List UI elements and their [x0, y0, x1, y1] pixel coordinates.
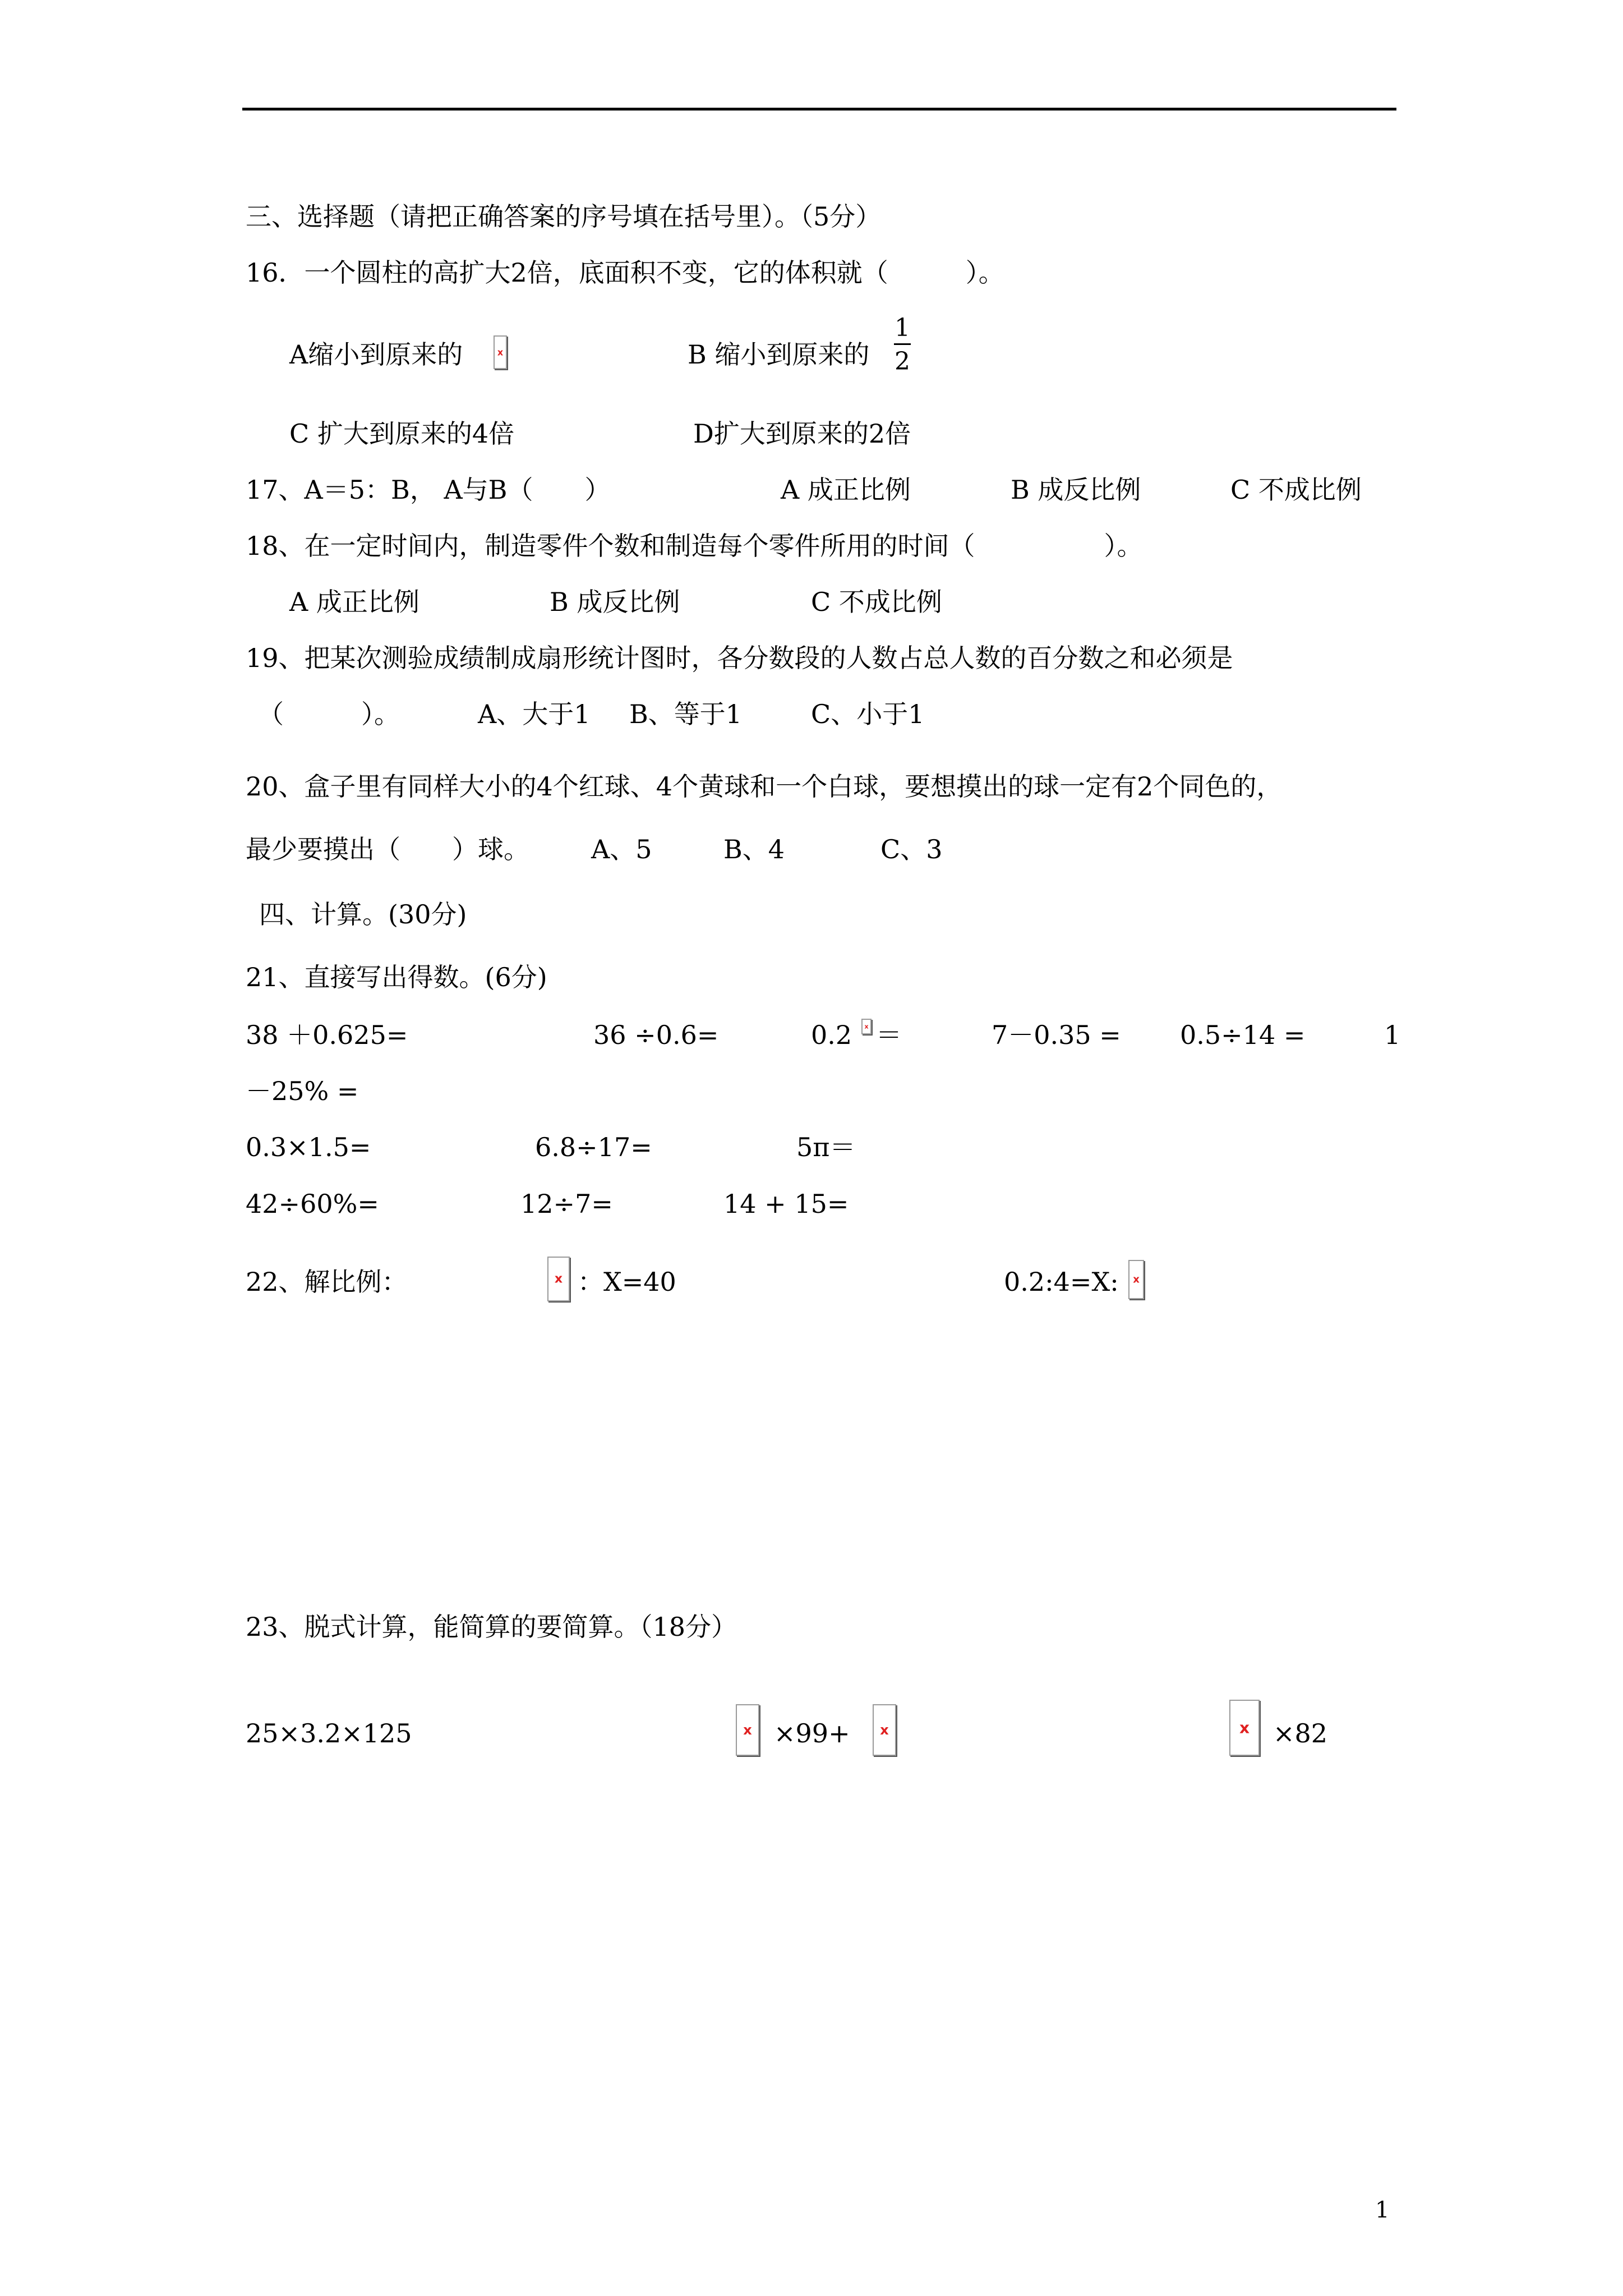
q21-item-7: 0.3×1.5= — [246, 1132, 371, 1162]
broken-image-icon: x — [861, 1019, 872, 1034]
q20-line2: 最少要摸出（ ）球。 — [246, 834, 529, 864]
q21-item-9: 5π＝ — [796, 1132, 856, 1162]
q17-option-b: B 成反比例 — [1011, 475, 1141, 505]
q21-item-10: 42÷60%= — [246, 1189, 379, 1219]
q21-item-5: 0.5÷14 = — [1180, 1020, 1306, 1050]
q17-option-c: C 不成比例 — [1230, 475, 1362, 505]
q23-title: 23、脱式计算，能简算的要简算。（18分） — [246, 1612, 737, 1642]
q23-expression-3: ×82 — [1273, 1718, 1328, 1749]
section-4-heading: 四、计算。(30分) — [259, 899, 467, 930]
q20-option-a: A、5 — [591, 834, 652, 864]
q20-option-b: B、4 — [723, 834, 785, 864]
q19-option-a: A、大于1 — [478, 699, 591, 729]
q19-option-c: C、小于1 — [811, 699, 925, 729]
broken-image-icon: x — [547, 1257, 570, 1301]
broken-image-icon: x — [1128, 1260, 1144, 1299]
q21-item-1: 38 ＋0.625= — [246, 1020, 408, 1050]
q21-item-4: 7－0.35 = — [992, 1020, 1121, 1050]
q21-item-3-equals: ＝ — [876, 1020, 902, 1050]
q21-item-11: 12÷7= — [520, 1189, 613, 1219]
q21-item-2: 36 ÷0.6= — [593, 1020, 719, 1050]
q21-item-6-end: －25% = — [246, 1076, 359, 1106]
q21-item-8: 6.8÷17= — [535, 1132, 652, 1162]
broken-image-icon: x — [736, 1704, 759, 1756]
q18-option-a: A 成正比例 — [289, 587, 419, 617]
q21-item-3: 0.2 — [811, 1020, 852, 1050]
q21-title: 21、直接写出得数。(6分) — [246, 962, 547, 992]
broken-image-icon: x — [873, 1704, 896, 1756]
q17-stem: 17、A＝5：B， A与B（ ） — [246, 475, 611, 505]
broken-image-icon: x — [494, 335, 507, 369]
q22-equation-1: ：X=40 — [578, 1267, 676, 1297]
q21-item-6-start: 1 — [1384, 1020, 1401, 1050]
header-rule — [242, 108, 1396, 111]
fraction-one-half — [893, 314, 912, 376]
q16-option-b: B 缩小到原来的 — [688, 339, 870, 370]
q23-expression-2: ×99+ — [774, 1718, 850, 1749]
q20-option-c: C、3 — [880, 834, 943, 864]
q19-option-b: B、等于1 — [629, 699, 743, 729]
q16-option-c: C 扩大到原来的4倍 — [289, 418, 515, 449]
q18-stem: 18、在一定时间内，制造零件个数和制造每个零件所用的时间（ ）。 — [246, 531, 1143, 561]
fraction-bar — [894, 343, 911, 345]
q16-option-d: D扩大到原来的2倍 — [693, 418, 911, 449]
fraction-denominator: 2 — [895, 347, 910, 376]
q19-blank: （ ）。 — [258, 699, 400, 729]
q19-stem: 19、把某次测验成绩制成扇形统计图时，各分数段的人数占总人数的百分数之和必须是 — [246, 643, 1233, 673]
q16-option-a: A缩小到原来的 — [289, 339, 463, 370]
q21-item-12: 14 + 15= — [723, 1189, 849, 1219]
q22-title: 22、解比例： — [246, 1267, 408, 1297]
page-number: 1 — [1375, 2197, 1390, 2223]
q18-option-b: B 成反比例 — [550, 587, 680, 617]
q16-stem: 16．一个圆柱的高扩大2倍，底面积不变，它的体积就（ ）。 — [246, 257, 1004, 288]
q23-expression-1: 25×3.2×125 — [246, 1718, 412, 1749]
q22-equation-2: 0.2:4=X: — [1004, 1267, 1119, 1297]
q20-stem: 20、盒子里有同样大小的4个红球、4个黄球和一个白球，要想摸出的球一定有2个同色的， — [246, 771, 1283, 802]
fraction-numerator: 1 — [895, 314, 910, 342]
q18-option-c: C 不成比例 — [811, 587, 942, 617]
broken-image-icon: x — [1229, 1700, 1260, 1756]
q17-option-a: A 成正比例 — [781, 475, 911, 505]
section-3-heading: 三、选择题（请把正确答案的序号填在括号里）。（5分） — [246, 201, 882, 232]
